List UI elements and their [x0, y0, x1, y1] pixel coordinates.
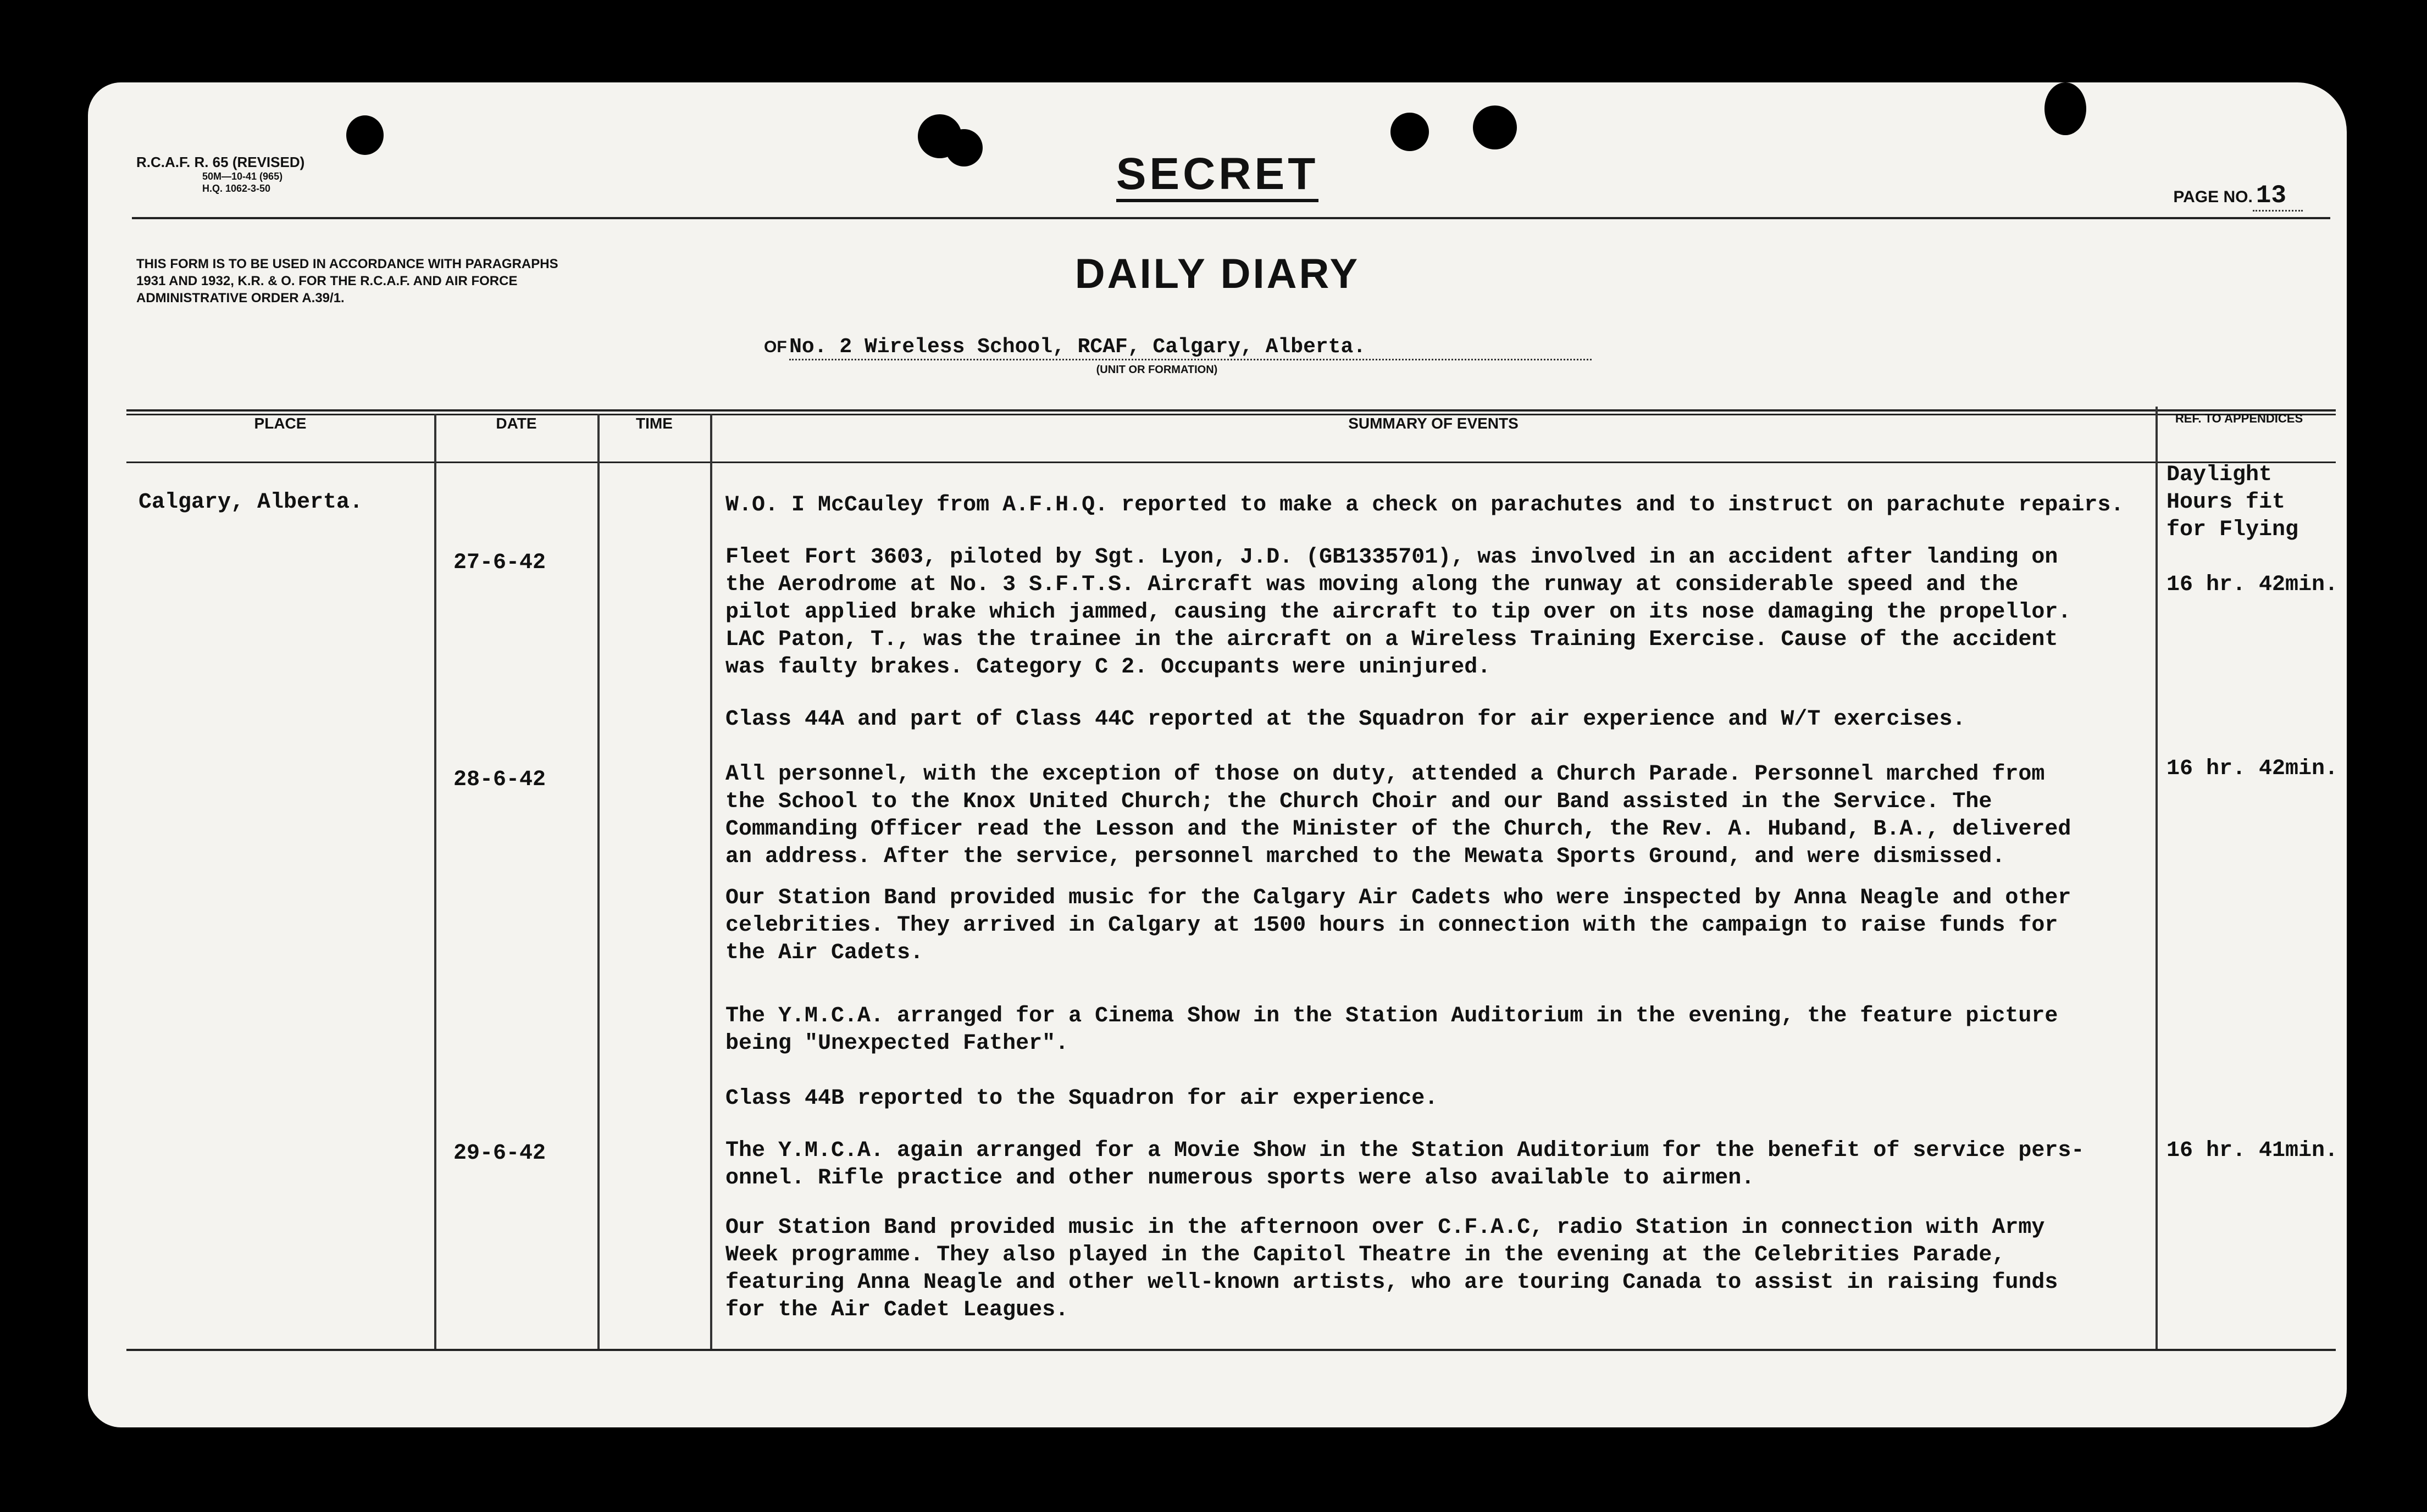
ref-cell: 16 hr. 42min. — [2166, 757, 2339, 781]
form-code-line3: H.Q. 1062-3-50 — [202, 183, 271, 194]
summary-line: celebrities. They arrived in Calgary at 1500 hours in connection with the campaign to raise funds for — [725, 913, 2058, 938]
place-cell: Calgary, Alberta. — [138, 490, 363, 515]
binder-hole — [2044, 82, 2086, 135]
date-cell: 28-6-42 — [453, 768, 546, 792]
date-cell: 27-6-42 — [453, 551, 546, 575]
summary-line: Our Station Band provided music for the Calgary Air Cadets who were inspected by Anna Neagle and other — [725, 886, 2071, 910]
header-rule — [132, 217, 2330, 219]
table-top-rule — [126, 409, 2336, 412]
column-header-date: DATE — [496, 415, 537, 432]
summary-entry — [725, 1214, 2058, 1324]
column-divider — [710, 414, 712, 1349]
summary-line: for the Air Cadet Leagues. — [725, 1298, 1069, 1322]
page-number-value: 13 — [2253, 181, 2303, 212]
form-code-line2: 50M—10-41 (965) — [202, 171, 283, 182]
ref-header-line: Hours fit — [2166, 490, 2286, 515]
summary-line: LAC Paton, T., was the trainee in the aircraft on a Wireless Training Exercise. Cause of the accident — [725, 627, 2058, 652]
summary-line: an address. After the service, personnel marched to the Mewata Sports Ground, and were dismissed. — [725, 844, 2005, 869]
column-header-summary: SUMMARY OF EVENTS — [1348, 415, 1519, 432]
summary-line: The Y.M.C.A. arranged for a Cinema Show in the Station Auditorium in the evening, the feature picture — [725, 1004, 2058, 1029]
page-number-field — [2173, 181, 2303, 210]
summary-line: Class 44A and part of Class 44C reported at the Squadron for air experience and W/T exercises. — [725, 707, 1966, 732]
summary-line: The Y.M.C.A. again arranged for a Movie Show in the Station Auditorium for the benefit of service pers- — [725, 1138, 2085, 1163]
binder-hole — [1390, 113, 1429, 151]
ref-cell: 16 hr. 42min. — [2166, 572, 2339, 597]
column-divider — [597, 414, 600, 1349]
summary-line: Class 44B reported to the Squadron for air experience. — [725, 1086, 1438, 1111]
column-divider — [434, 414, 436, 1349]
summary-line: pilot applied brake which jammed, causing the aircraft to tip over on its nose damaging the propellor. — [725, 600, 2071, 625]
summary-line: featuring Anna Neagle and other well-known artists, who are touring Canada to assist in raising funds — [725, 1270, 2058, 1295]
summary-entry — [725, 1003, 2058, 1058]
form-code-line1: R.C.A.F. R. 65 (REVISED) — [136, 154, 305, 170]
summary-line: the Air Cadets. — [725, 941, 924, 965]
summary-line: Week programme. They also played in the Capitol Theatre in the evening at the Celebrities Parade, — [725, 1243, 2005, 1268]
summary-line: All personnel, with the exception of those on duty, attended a Church Parade. Personnel marched from — [725, 762, 2045, 787]
table-header-rule — [126, 462, 2336, 463]
column-header-time: TIME — [636, 415, 673, 432]
column-divider — [2156, 407, 2158, 1349]
ref-cell: 16 hr. 41min. — [2166, 1138, 2339, 1163]
diary-sheet — [88, 82, 2347, 1427]
secret-stamp-row — [88, 148, 2347, 200]
summary-line: Fleet Fort 3603, piloted by Sgt. Lyon, J.D. (GB1335701), was involved in an accident after landing on — [725, 545, 2058, 570]
table-bottom-rule — [126, 1349, 2336, 1351]
summary-entry — [725, 761, 2071, 871]
summary-entry — [725, 1137, 2084, 1192]
summary-entry — [725, 1085, 1438, 1113]
summary-line: being "Unexpected Father". — [725, 1031, 1069, 1056]
unit-field — [764, 335, 1616, 376]
summary-entry — [725, 885, 2071, 967]
binder-hole — [945, 129, 983, 166]
column-header-place: PLACE — [254, 415, 307, 432]
unit-caption: (UNIT OR FORMATION) — [1096, 364, 1218, 376]
binder-hole — [346, 115, 384, 155]
page-number-label: PAGE NO. — [2173, 188, 2253, 206]
summary-line: onnel. Rifle practice and other numerous sports were also available to airmen. — [725, 1166, 1755, 1191]
form-code — [136, 154, 304, 194]
secret-stamp: SECRET — [1116, 149, 1319, 202]
binder-hole — [1473, 105, 1517, 149]
form-instructions: THIS FORM IS TO BE USED IN ACCORDANCE WITH PARAGRAPHS 1931 AND 1932, K.R. & O. FOR THE R.C.A.F. AND AIR FORCE ADMINISTRATIVE ORDER A.39/1. — [136, 257, 558, 305]
ref-header-line: Daylight — [2166, 463, 2273, 487]
date-cell: 29-6-42 — [453, 1141, 546, 1166]
summary-line: W.O. I McCauley from A.F.H.Q. reported to make a check on parachutes and to instruct on parachute repairs. — [725, 493, 2124, 518]
summary-entry — [725, 492, 2124, 519]
summary-line: was faulty brakes. Category C 2. Occupants were uninjured. — [725, 655, 1491, 680]
ref-header-note — [2166, 462, 2298, 544]
summary-entry — [725, 706, 1965, 733]
summary-line: Our Station Band provided music in the afternoon over C.F.A.C, radio Station in connection with Army — [725, 1215, 2045, 1240]
summary-line: the School to the Knox United Church; the Church Choir and our Band assisted in the Service. The — [725, 790, 1992, 814]
ref-header-line: for Flying — [2166, 518, 2299, 542]
document-title: DAILY DIARY — [1074, 251, 1360, 297]
summary-line: Commanding Officer read the Lesson and the Minister of the Church, the Rev. A. Huband, B.A., delivered — [725, 817, 2071, 842]
summary-entry — [725, 544, 2071, 681]
unit-of-label: OF — [764, 338, 787, 356]
summary-line: the Aerodrome at No. 3 S.F.T.S. Aircraft was moving along the runway at considerable speed and the — [725, 572, 2019, 597]
column-header-ref: REF. TO APPENDICES — [2175, 412, 2303, 425]
unit-value: No. 2 Wireless School, RCAF, Calgary, Alberta. — [789, 335, 1592, 360]
